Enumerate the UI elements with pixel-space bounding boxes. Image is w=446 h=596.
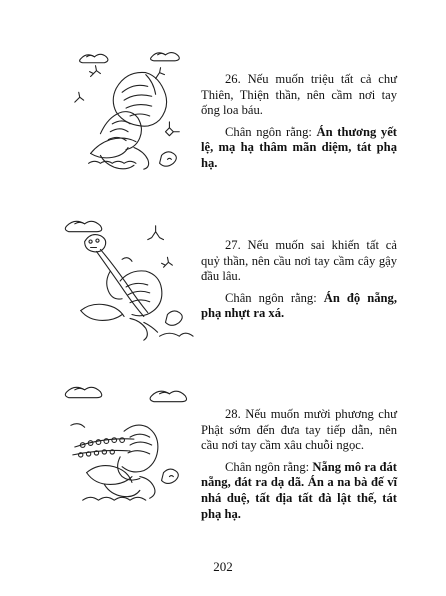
entry-26-mantra — [201, 125, 397, 172]
conch-hand-illustration — [61, 45, 199, 183]
bead-string-hand-illustration — [61, 378, 199, 516]
entry-27 — [201, 238, 397, 322]
entry-28 — [201, 407, 397, 522]
entry-27-mantra-label: Chân ngôn rằng: — [225, 290, 317, 305]
entry-26-mantra-label: Chân ngôn rằng: — [225, 124, 312, 139]
entry-26-body: 26. Nếu muốn triệu tất cả chư Thiên, Thiện thần, nên cầm nơi tay ống loa báu. — [201, 72, 397, 118]
entry-28-mantra — [201, 460, 397, 522]
entry-28-body: 28. Nếu muốn mười phương chư Phật sớm đến đưa tay tiếp dẫn, nên cầu nơi tay cầm xâu chuỗi ngọc. — [201, 407, 397, 453]
page-number: 202 — [213, 559, 233, 574]
entry-26-mantra-text: Án thương yết lệ, mạ hạ thâm mãn diệm, tát phạ hạ. — [201, 124, 397, 170]
entry-26 — [201, 72, 397, 172]
entry-28-mantra-text: Nẵng mô ra đát nẵng, đát ra dạ dã. Án a na bà đế vĩ nhá duệ, tất địa tất đà lật thế, tát phạ hạ. — [201, 459, 397, 521]
entry-27-body: 27. Nếu muốn sai khiến tất cả quỷ thần, nên cầu nơi tay cầm cây gậy đầu lâu. — [201, 238, 397, 284]
entry-27-mantra-text: Án độ nẵng, phạ nhựt ra xá. — [201, 290, 398, 321]
entry-28-mantra-label: Chân ngôn rằng: — [225, 459, 310, 474]
skull-staff-hand-illustration — [61, 212, 199, 350]
entry-27-mantra — [201, 291, 397, 322]
